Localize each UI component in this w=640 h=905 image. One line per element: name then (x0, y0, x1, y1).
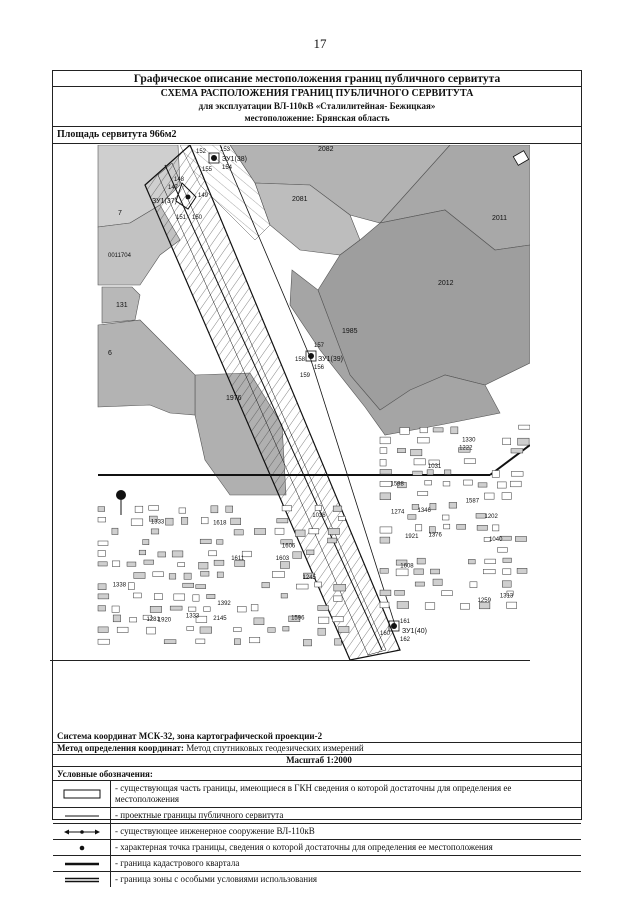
svg-text:158: 158 (295, 357, 306, 363)
garage-block (507, 602, 517, 608)
garage-label: 1392 (217, 601, 231, 608)
garage-block (400, 428, 409, 435)
garage-block (519, 425, 530, 429)
parcel-label: 2081 (292, 196, 308, 203)
parcel-6 (98, 320, 195, 415)
garage-block (430, 569, 439, 574)
garage-label: 2145 (213, 616, 227, 622)
garage-label: 1274 (391, 509, 405, 516)
garage-block (170, 606, 182, 610)
svg-text:147: 147 (168, 185, 179, 191)
garage-block (178, 563, 185, 567)
legend-text: - граница зоны с особыми условиями использования (115, 874, 318, 884)
garage-block (262, 582, 270, 587)
garage-label: 1281 (146, 616, 160, 623)
garage-block (333, 506, 342, 512)
rectangle-symbol-icon (53, 781, 111, 807)
garage-block (98, 517, 106, 522)
legend-row (53, 781, 581, 808)
garage-block (397, 448, 405, 452)
garage-block (211, 506, 218, 513)
garage-block (451, 427, 458, 434)
garage-label: 1346 (417, 508, 431, 515)
garage-label: 1036 (312, 512, 326, 519)
garage-block (483, 569, 495, 574)
garage-label: 1611 (231, 556, 245, 562)
garage-block (442, 515, 449, 520)
garage-block (164, 640, 176, 644)
garage-block (334, 596, 342, 602)
garage-block (268, 628, 275, 633)
garage-block (135, 506, 143, 512)
garage-block (518, 438, 530, 445)
garage-block (187, 627, 194, 631)
garage-block (179, 508, 186, 513)
garage-label: 1618 (213, 520, 227, 527)
location-line: местоположение: Брянская область (244, 113, 390, 123)
garage-block (460, 604, 469, 610)
garage-label: 1603 (275, 556, 290, 563)
garage-block (153, 572, 164, 577)
garage-block (98, 584, 106, 590)
svg-text:157: 157 (314, 343, 325, 349)
garage-block (199, 562, 208, 569)
garage-block (151, 529, 159, 534)
garage-block (380, 537, 390, 543)
garage-block (415, 525, 421, 531)
svg-text:160: 160 (380, 631, 391, 637)
garage-block (417, 558, 425, 564)
garage-block (112, 561, 120, 567)
garage-block (444, 524, 450, 529)
parcel-label: 2012 (438, 280, 454, 287)
garage-block (200, 627, 212, 633)
garage-block (254, 529, 265, 535)
garage-block (411, 449, 422, 455)
garage-block (214, 560, 224, 565)
point-symbol-icon (53, 840, 111, 855)
garage-block (433, 428, 443, 432)
garage-block (193, 595, 199, 601)
garage-block (380, 568, 388, 573)
garage-label: 1031 (427, 464, 442, 471)
garage-block (183, 583, 194, 587)
garage-block (172, 551, 183, 557)
garage-block (492, 471, 499, 478)
garage-block (478, 483, 487, 487)
garage-label: 1587 (465, 498, 480, 505)
garage-block (113, 615, 120, 622)
garage-block (380, 469, 391, 474)
parcel-label: 1985 (342, 328, 358, 335)
garage-block (144, 560, 154, 564)
parcel-label: 131 (116, 302, 128, 309)
garage-block (98, 541, 108, 546)
parcel-label: 7 (118, 210, 122, 217)
garage-block (477, 525, 487, 530)
garage-block (98, 639, 110, 644)
garage-block (502, 581, 511, 587)
garage-block (485, 559, 496, 564)
garage-block (332, 617, 343, 622)
legend-row (53, 808, 581, 824)
survey-marker (116, 490, 126, 515)
garage-block (184, 573, 191, 579)
garage-block (396, 569, 408, 576)
svg-text:152: 152 (196, 149, 207, 155)
garage-block (280, 562, 289, 569)
legend-text: - граница кадастрового квартала (115, 858, 240, 868)
parcel-label: 1976 (226, 395, 242, 402)
garage-block (380, 590, 391, 596)
scheme-title: СХЕМА РАСПОЛОЖЕНИЯ ГРАНИЦ ПУБЛИЧНОГО СЕРВИТУТА (160, 88, 474, 99)
garage-block (380, 448, 387, 454)
garage-label: 1259 (477, 598, 491, 605)
servitude-area: Площадь сервитута 966м2 (53, 127, 581, 144)
garage-block (517, 568, 527, 573)
garage-label: 1202 (484, 513, 498, 520)
legend-row (53, 824, 581, 840)
garage-block (427, 470, 433, 475)
garage-block (234, 628, 242, 632)
garage-block (397, 602, 409, 609)
garage-block (502, 493, 511, 500)
garage-block (296, 584, 308, 589)
garage-block (217, 540, 224, 545)
svg-text:162: 162 (400, 637, 411, 643)
legend-title: Условные обозначения: (53, 768, 581, 781)
support-label: ЗУ1(40) (402, 628, 427, 635)
legend (53, 768, 581, 887)
garage-block (158, 552, 166, 557)
garage-block (413, 471, 423, 475)
garage-block (133, 593, 141, 598)
garage-block (418, 437, 430, 443)
svg-text:156: 156 (314, 365, 325, 371)
garage-block (433, 579, 442, 585)
garage-block (464, 459, 475, 464)
garage-block (98, 562, 107, 566)
legend-text: - проектные границы публичного сервитута (115, 810, 284, 820)
garage-block (98, 507, 105, 512)
garage-block (249, 637, 259, 643)
support-label: ЗУ1(37) (152, 198, 177, 205)
garage-block (231, 518, 241, 525)
svg-text:150: 150 (192, 215, 203, 221)
garage-block (515, 537, 526, 542)
garage-block (127, 562, 136, 566)
garage-block (468, 559, 475, 564)
legend-text: - существующее инженерное сооружение ВЛ-110кВ (115, 826, 315, 836)
garage-block (181, 517, 188, 524)
svg-text:155: 155 (202, 167, 213, 173)
garage-block (335, 639, 342, 645)
thick-line-symbol-icon (53, 856, 111, 871)
garage-block (98, 594, 109, 599)
garage-label: 1376 (428, 532, 442, 539)
garage-label: 1222 (459, 445, 473, 452)
garage-block (425, 480, 432, 485)
garage-block (414, 459, 425, 465)
garage-block (318, 606, 329, 611)
garage-block (98, 551, 105, 557)
garage-block (149, 506, 159, 511)
garage-block (334, 584, 346, 591)
garage-block (293, 552, 302, 559)
garage-block (147, 627, 156, 634)
cadastral-map (50, 145, 530, 661)
garage-block (166, 518, 174, 525)
garage-label: 1333 (185, 613, 200, 620)
garage-block (511, 449, 523, 453)
garage-block (150, 606, 161, 612)
garage-block (339, 626, 349, 632)
garage-block (303, 640, 311, 646)
garage-block (511, 472, 523, 477)
garage-block (318, 617, 329, 623)
support-label: ЗУ1(38) (222, 156, 247, 163)
map-scale: Масштаб 1:2000 (53, 755, 581, 767)
garage-label: 1330 (462, 437, 476, 444)
parcel-label: 2082 (318, 146, 334, 153)
garage-block (380, 437, 390, 444)
garage-block (237, 606, 246, 612)
garage-block (117, 627, 128, 632)
coordinate-system: Система координат МСК-32, зона картографической проекции-2 (53, 731, 581, 743)
svg-text:151: 151 (176, 215, 187, 221)
garage-label: 1245 (302, 575, 316, 582)
garage-block (200, 539, 211, 544)
garage-block (338, 516, 345, 520)
garage-block (112, 606, 119, 612)
garage-block (442, 591, 453, 596)
garage-block (328, 528, 339, 534)
garage-block (282, 506, 292, 511)
thin-line-symbol-icon (53, 808, 111, 823)
garage-block (98, 627, 108, 633)
garage-block (415, 582, 424, 586)
garage-block (281, 594, 287, 599)
garage-block (484, 493, 494, 499)
svg-text:153: 153 (220, 147, 231, 153)
garage-block (131, 519, 143, 526)
svg-text:154: 154 (222, 165, 233, 171)
garage-label: 1596 (291, 615, 305, 622)
garage-label: 1333 (150, 519, 165, 526)
garage-block (380, 602, 389, 608)
garage-block (503, 569, 511, 575)
garage-label: 1313 (499, 593, 514, 600)
garage-block (277, 519, 288, 523)
garage-block (209, 551, 217, 556)
garage-block (234, 530, 243, 535)
svg-text:149: 149 (198, 193, 209, 199)
garage-block (201, 517, 208, 523)
garage-block (283, 626, 289, 631)
document-title: Графическое описание местоположения границ публичного сервитута (53, 71, 581, 87)
parcel-label: 0011704 (108, 253, 131, 259)
support-label: ЗУ1(39) (318, 356, 343, 363)
garage-block (318, 628, 326, 635)
legend-text: - существующая часть границы, имеющиеся в ГКН сведения о которой достаточны для определения ее местоположения (115, 783, 512, 804)
garage-block (464, 480, 473, 485)
coordinate-info (53, 731, 581, 767)
garage-block (275, 528, 284, 534)
garage-block (449, 502, 457, 508)
garage-block (207, 594, 215, 598)
garage-label: 1040 (489, 536, 503, 543)
garage-block (444, 470, 451, 475)
parcel-label: 2011 (492, 215, 508, 222)
parcel-label: 6 (108, 350, 112, 357)
garage-block (273, 571, 285, 577)
garage-block (201, 571, 209, 576)
map-svg (50, 145, 530, 660)
garage-block (414, 569, 424, 575)
coordinate-method: Метод определения координат: Метод спутниковых геодезических измерений (53, 743, 581, 755)
garage-block (309, 529, 319, 534)
garage-label: 1920 (157, 617, 172, 624)
garage-block (128, 583, 134, 590)
garage-block (226, 506, 233, 512)
garage-label: 1921 (405, 534, 419, 541)
garage-block (420, 427, 427, 433)
garage-block (380, 459, 386, 466)
garage-block (503, 438, 511, 445)
garage-block (510, 481, 521, 487)
garage-block (315, 582, 322, 587)
garage-block (196, 639, 205, 644)
garage-block (169, 574, 176, 580)
garage-block (254, 618, 264, 625)
header-block (53, 71, 581, 127)
legend-row (53, 872, 581, 887)
svg-text:148: 148 (174, 177, 185, 183)
garage-block (425, 603, 435, 610)
garage-block (204, 607, 211, 612)
garage-block (154, 594, 162, 600)
garage-block (497, 482, 506, 488)
garage-label: 1598 (390, 481, 404, 488)
garage-block (498, 548, 508, 553)
svg-text:159: 159 (300, 373, 311, 379)
garage-block (395, 590, 405, 595)
garage-block (457, 524, 466, 529)
garage-block (139, 550, 146, 555)
garage-label: 1608 (400, 563, 414, 570)
garage-block (380, 493, 391, 500)
garage-block (380, 527, 392, 533)
garage-block (470, 582, 477, 588)
garage-block (251, 605, 258, 611)
garage-block (307, 550, 315, 555)
purpose-line: для эксплуатации ВЛ-110кВ «Сталилитейная- Бежицкая» (198, 101, 436, 111)
garage-block (112, 528, 118, 534)
garage-block (188, 607, 196, 611)
power-line-symbol-icon (53, 824, 111, 839)
garage-block (129, 618, 136, 622)
garage-block (98, 606, 106, 611)
garage-label: 1606 (281, 543, 296, 550)
garage-block (295, 530, 305, 537)
garage-block (174, 594, 185, 600)
garage-block (196, 585, 206, 589)
garage-block (134, 573, 145, 579)
garage-block (493, 525, 499, 531)
garage-block (234, 639, 240, 645)
svg-text:161: 161 (400, 619, 411, 625)
garage-block (315, 505, 321, 510)
page-number: 17 (313, 36, 327, 51)
legend-text: - характерная точка границы, сведения о которой достаточны для определения ее местоположения (115, 842, 493, 852)
garage-label: 1338 (112, 582, 127, 589)
legend-row (53, 856, 581, 872)
garage-block (443, 482, 450, 487)
garage-block (328, 538, 337, 543)
garage-block (418, 492, 428, 496)
garage-block (143, 540, 149, 545)
garage-block (503, 558, 512, 562)
double-line-symbol-icon (53, 872, 111, 887)
garage-block (217, 572, 223, 578)
legend-row (53, 840, 581, 856)
garage-block (408, 515, 416, 520)
